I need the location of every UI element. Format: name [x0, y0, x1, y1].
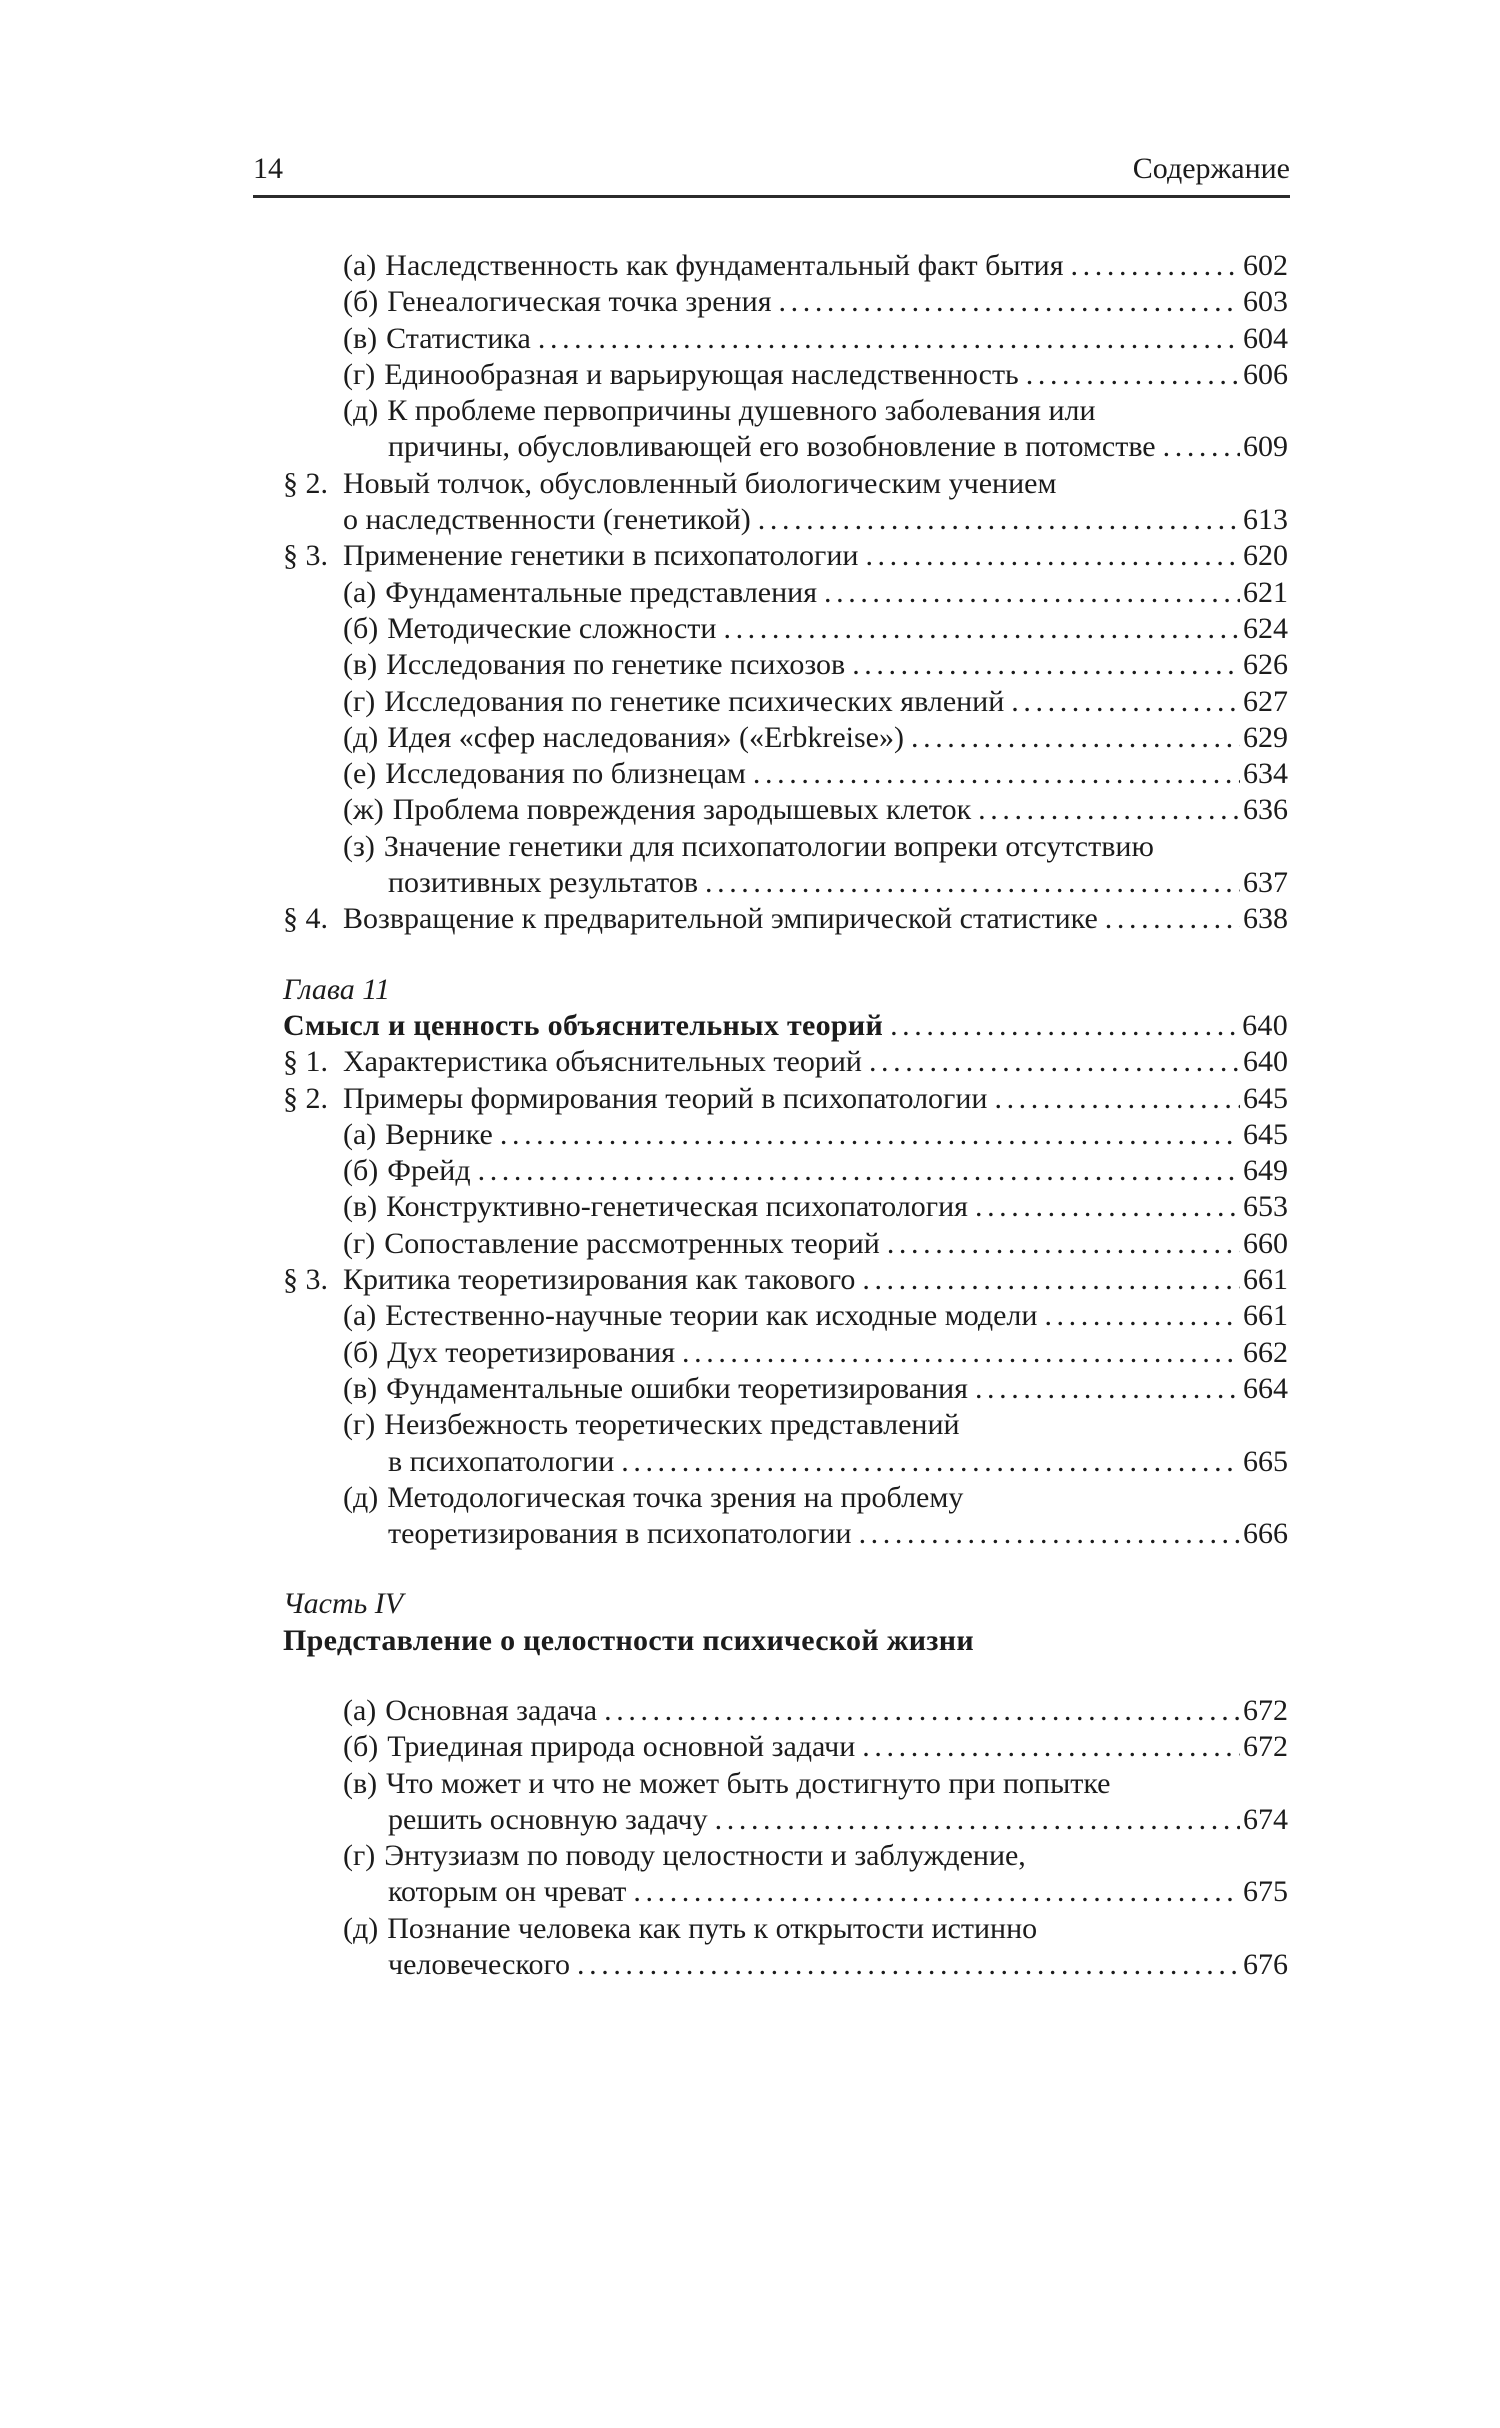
entry-page: 602	[1243, 249, 1288, 282]
entry-text: причины, обусловливающей его возобновление в потомстве	[388, 430, 1156, 464]
entry-text: Триединая природа основной задачи	[387, 1730, 856, 1764]
entry-label: § 3.	[283, 1263, 328, 1297]
toc-entry	[283, 684, 1288, 720]
entry-leader	[994, 1081, 1240, 1117]
toc-entry	[283, 1693, 1288, 1729]
entry-text: Неизбежность теоретических представлений	[384, 1408, 960, 1442]
toc-entry	[283, 1189, 1288, 1225]
entry-text: Фундаментальные ошибки теоретизирования	[386, 1371, 968, 1405]
entry-text: Представление о целостности психической жизни	[283, 1623, 974, 1657]
entry-text: Наследственность как фундаментальный факт бытия	[385, 249, 1064, 282]
entry-page: 662	[1243, 1335, 1288, 1369]
entry-text: человеческого	[388, 1948, 571, 1982]
toc-entry	[283, 1947, 1288, 1983]
entry-text: Проблема повреждения зародышевых клеток	[392, 793, 972, 827]
entry-text: в психопатологии	[388, 1444, 615, 1478]
entry-page: 634	[1243, 757, 1288, 791]
toc-entry	[283, 1298, 1288, 1334]
entry-text: Смысл и ценность объяснительных теорий	[283, 1008, 884, 1042]
entry-label: (в)	[343, 1190, 378, 1224]
entry-text: Дух теоретизирования	[387, 1335, 676, 1369]
entry-leader	[1026, 357, 1240, 393]
page-header	[253, 152, 1290, 198]
entry-label: (б)	[343, 611, 379, 645]
entry-page: 676	[1243, 1948, 1288, 1982]
entry-label: § 2.	[283, 466, 328, 500]
toc-entry	[283, 647, 1288, 683]
entry-text: Статистика	[386, 321, 531, 355]
book-page	[0, 152, 1500, 2428]
toc-entry	[283, 1480, 1288, 1516]
entry-text: Что может и что не может быть достигнуто при попытке	[386, 1766, 1111, 1800]
toc-entry	[283, 1335, 1288, 1371]
entry-page: 675	[1243, 1875, 1288, 1909]
toc-entry	[283, 1044, 1288, 1080]
entry-label: (б)	[343, 1154, 379, 1188]
entry-text: Критика теоретизирования как такового	[343, 1263, 856, 1297]
entry-leader	[862, 1729, 1240, 1765]
entry-page: 640	[1243, 1045, 1288, 1079]
toc-entry	[283, 829, 1288, 865]
entry-leader	[478, 1153, 1240, 1189]
toc-entry	[283, 393, 1288, 429]
toc-entry	[283, 502, 1288, 538]
entry-label: (д)	[343, 720, 379, 754]
toc-entry	[283, 720, 1288, 756]
entry-text: решить основную задачу	[388, 1802, 708, 1836]
entry-text: теоретизирования в психопатологии	[388, 1517, 852, 1551]
toc-entry	[283, 466, 1288, 502]
entry-label: (ж)	[343, 793, 384, 827]
entry-page: 660	[1243, 1226, 1288, 1260]
entry-text: Естественно-научные теории как исходные модели	[385, 1299, 1038, 1333]
entry-text: Применение генетики в психопатологии	[343, 539, 859, 573]
entry-text: Возвращение к предварительной эмпирической статистике	[343, 902, 1098, 936]
entry-leader	[852, 647, 1240, 683]
entry-label: (б)	[343, 1730, 379, 1764]
entry-page: 606	[1243, 357, 1288, 391]
toc-entry	[283, 575, 1288, 611]
entry-text: Фрейд	[387, 1154, 471, 1188]
entry-page: 661	[1243, 1263, 1288, 1297]
entry-label: (в)	[343, 321, 378, 355]
entry-leader	[887, 1226, 1240, 1262]
toc-entry	[283, 1838, 1288, 1874]
entry-leader	[715, 1802, 1240, 1838]
entry-text: Примеры формирования теорий в психопатологии	[343, 1081, 988, 1115]
toc-entry	[283, 901, 1288, 937]
page-number: 14	[253, 152, 283, 185]
entry-label: § 3.	[283, 539, 328, 573]
entry-text: Исследования по близнецам	[385, 757, 746, 791]
entry-leader	[633, 1874, 1240, 1910]
entry-text: Глава 11	[283, 972, 391, 1006]
entry-leader	[604, 1693, 1240, 1729]
entry-text: Исследования по генетике психозов	[386, 648, 846, 682]
entry-label: (в)	[343, 1371, 378, 1405]
entry-leader	[859, 1516, 1240, 1552]
toc-entry	[283, 792, 1288, 828]
entry-label: (г)	[343, 1226, 376, 1260]
entry-leader	[824, 575, 1240, 611]
entry-text: Энтузиазм по поводу целостности и заблуждение,	[384, 1839, 1026, 1873]
toc-entry	[283, 357, 1288, 393]
entry-label: (а)	[343, 1299, 377, 1333]
entry-page: 620	[1243, 539, 1288, 573]
entry-leader	[1044, 1298, 1240, 1334]
entry-label: (д)	[343, 1480, 379, 1514]
entry-leader	[577, 1947, 1240, 1983]
entry-leader	[975, 1371, 1240, 1407]
entry-label: (в)	[343, 1766, 378, 1800]
entry-page: 645	[1243, 1117, 1288, 1151]
toc-entry	[283, 756, 1288, 792]
entry-label: (а)	[343, 1117, 377, 1151]
entry-label: § 1.	[283, 1045, 328, 1079]
toc-entry	[283, 1516, 1288, 1552]
entry-text: Новый толчок, обусловленный биологическим учением	[343, 466, 1057, 500]
entry-page: 649	[1243, 1154, 1288, 1188]
toc-entry	[283, 1874, 1288, 1910]
toc-entry	[283, 972, 1288, 1008]
entry-page: 624	[1243, 611, 1288, 645]
entry-page: 665	[1243, 1444, 1288, 1478]
entry-text: Основная задача	[385, 1693, 598, 1727]
entry-label: (г)	[343, 357, 376, 391]
toc-entry	[283, 1262, 1288, 1298]
entry-page: 672	[1243, 1730, 1288, 1764]
entry-text: К проблеме первопричины душевного заболевания или	[387, 394, 1096, 428]
entry-text: Методические сложности	[387, 611, 717, 645]
entry-leader	[621, 1444, 1240, 1480]
entry-page: 603	[1243, 285, 1288, 319]
entry-label: (з)	[343, 829, 375, 863]
entry-text: Конструктивно-генетическая психопатология	[386, 1190, 968, 1224]
entry-label: (г)	[343, 684, 376, 718]
entry-page: 609	[1243, 430, 1288, 464]
entry-text: Познание человека как путь к открытости истинно	[387, 1911, 1038, 1945]
entry-page: 626	[1243, 648, 1288, 682]
entry-text: о наследственности (генетикой)	[343, 503, 751, 537]
entry-leader	[1163, 429, 1240, 465]
entry-page: 637	[1243, 866, 1288, 900]
entry-text: Единообразная и варьирующая наследственность	[384, 357, 1019, 391]
toc-entry	[283, 1117, 1288, 1153]
entry-page: 653	[1243, 1190, 1288, 1224]
entry-text: позитивных результатов	[388, 866, 698, 900]
toc-entry	[283, 611, 1288, 647]
entry-label: (д)	[343, 1911, 379, 1945]
toc-entry	[283, 1623, 1288, 1659]
entry-text: Вернике	[385, 1117, 493, 1151]
entry-text: которым он чреват	[388, 1875, 627, 1909]
toc-list	[283, 248, 1288, 1983]
entry-text: Фундаментальные представления	[385, 575, 818, 609]
toc-entry	[283, 1407, 1288, 1443]
entry-text: Генеалогическая точка зрения	[387, 285, 772, 319]
entry-leader	[723, 611, 1240, 647]
entry-leader	[975, 1189, 1240, 1225]
entry-text: Значение генетики для психопатологии вопреки отсутствию	[383, 829, 1154, 863]
entry-page: 645	[1243, 1081, 1288, 1115]
entry-text: Идея «сфер наследования» («Erbkreise»)	[387, 720, 904, 754]
entry-text: Характеристика объяснительных теорий	[343, 1045, 862, 1079]
entry-page: 664	[1243, 1371, 1288, 1405]
toc-entry	[283, 1766, 1288, 1802]
entry-leader	[1011, 684, 1240, 720]
entry-text: Сопоставление рассмотренных теорий	[384, 1226, 880, 1260]
header-title: Содержание	[1132, 152, 1290, 185]
entry-page: 627	[1243, 684, 1288, 718]
entry-page: 666	[1243, 1517, 1288, 1551]
entry-label: (г)	[343, 1839, 376, 1873]
entry-label: (в)	[343, 648, 378, 682]
entry-page: 621	[1243, 575, 1288, 609]
entry-page: 674	[1243, 1802, 1288, 1836]
entry-leader	[890, 1008, 1239, 1044]
entry-label: (б)	[343, 285, 379, 319]
entry-page: 636	[1243, 793, 1288, 827]
toc-entry	[283, 429, 1288, 465]
entry-page: 640	[1242, 1008, 1288, 1042]
entry-label: (е)	[343, 757, 377, 791]
toc-entry	[283, 538, 1288, 574]
entry-label: § 2.	[283, 1081, 328, 1115]
entry-label: (г)	[343, 1408, 376, 1442]
entry-leader	[1071, 248, 1240, 284]
entry-leader	[758, 502, 1240, 538]
toc-entry	[283, 284, 1288, 320]
toc-entry	[283, 1008, 1288, 1044]
entry-page: 672	[1243, 1693, 1288, 1727]
entry-text: Методологическая точка зрения на проблему	[387, 1480, 964, 1514]
toc-entry	[283, 1081, 1288, 1117]
entry-leader	[682, 1335, 1240, 1371]
entry-leader	[978, 792, 1240, 828]
entry-label: § 4.	[283, 902, 328, 936]
entry-page: 629	[1243, 720, 1288, 754]
entry-leader	[753, 756, 1240, 792]
entry-label: (а)	[343, 249, 377, 282]
entry-leader	[705, 865, 1240, 901]
toc-entry	[283, 1226, 1288, 1262]
entry-label: (б)	[343, 1335, 379, 1369]
toc-entry	[283, 248, 1288, 284]
entry-page: 638	[1243, 902, 1288, 936]
entry-leader	[911, 720, 1240, 756]
entry-text: Исследования по генетике психических явлений	[384, 684, 1005, 718]
entry-label: (д)	[343, 394, 379, 428]
toc-entry	[283, 1153, 1288, 1189]
toc-entry	[283, 1802, 1288, 1838]
entry-leader	[865, 538, 1240, 574]
toc-entry	[283, 1729, 1288, 1765]
toc-entry	[283, 1444, 1288, 1480]
entry-page: 661	[1243, 1299, 1288, 1333]
entry-leader	[1105, 901, 1240, 937]
toc-entry	[283, 321, 1288, 357]
entry-label: (а)	[343, 575, 377, 609]
entry-leader	[500, 1117, 1240, 1153]
entry-leader	[862, 1262, 1240, 1298]
toc-entry	[283, 1911, 1288, 1947]
entry-leader	[538, 321, 1240, 357]
entry-leader	[869, 1044, 1240, 1080]
toc-entry	[283, 865, 1288, 901]
entry-label: (а)	[343, 1693, 377, 1727]
entry-leader	[779, 284, 1240, 320]
entry-page: 613	[1243, 503, 1288, 537]
entry-page: 604	[1243, 321, 1288, 355]
toc-entry	[283, 1586, 1288, 1622]
toc-entry	[283, 1371, 1288, 1407]
entry-text: Часть IV	[283, 1587, 404, 1621]
